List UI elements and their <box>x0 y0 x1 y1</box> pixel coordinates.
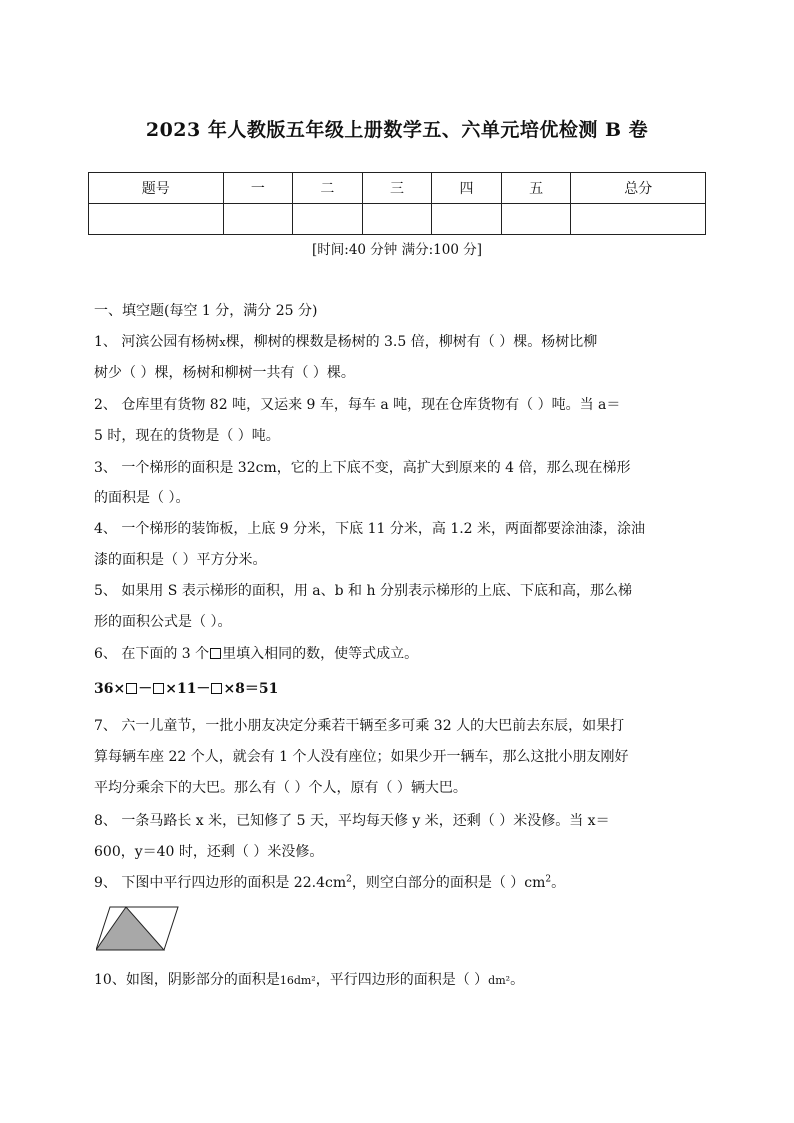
q6-eq-part-1: 36× <box>94 681 126 697</box>
score-header-cell: 五 <box>501 173 571 204</box>
score-value-cell <box>293 204 363 235</box>
blank-square-icon <box>211 683 222 694</box>
q6-eq-part-3: ×11－ <box>165 681 211 697</box>
q10-text-c: 。 <box>510 972 525 988</box>
question-6-line-1 <box>94 643 418 663</box>
question-8-line-1: 8、 一条马路长 x 米，已知修了 5 天，平均每天修 y 米，还剩（ ）米没修。当 x＝ <box>94 813 610 829</box>
score-header-cell: 三 <box>362 173 432 204</box>
score-header-cell: 一 <box>223 173 293 204</box>
q9-text-a: 9、 下图中平行四边形的面积是 22.4cm <box>94 875 347 891</box>
blank-square-icon <box>210 648 221 659</box>
question-1-line-2: 树少（ ）棵，杨树和柳树一共有（ ）棵。 <box>94 365 355 381</box>
q10-unit: dm² <box>488 974 511 987</box>
score-header-cell: 四 <box>432 173 502 204</box>
question-9-line-1 <box>94 872 565 892</box>
score-value-cell <box>501 204 571 235</box>
blank-square-icon <box>153 683 164 694</box>
score-value-cell <box>89 204 224 235</box>
score-value-cell <box>223 204 293 235</box>
question-7-line-3: 平均分乘余下的大巴。那么有（ ）个人，原有（ ）辆大巴。 <box>94 780 467 796</box>
score-header-cell: 题号 <box>89 173 224 204</box>
question-5-line-2: 形的面积公式是（ ）。 <box>94 614 232 630</box>
question-1-line-1 <box>94 331 597 351</box>
q10-text-a: 10、如图，阴影部分的面积是 <box>94 972 280 988</box>
question-6-equation <box>94 678 278 698</box>
q1-text-b: 棵，柳树的棵数是杨树的 3.5 倍，柳树有（ ）棵。杨树比柳 <box>225 334 598 350</box>
q10-text-b: ，平行四边形的面积是（ ） <box>315 972 489 988</box>
q9-superscript-2: 2 <box>545 874 552 885</box>
question-2-line-1: 2、 仓库里有货物 82 吨，又运来 9 车，每车 a 吨，现在仓库货物有（ ）吨。当 a＝ <box>94 397 621 413</box>
question-5-line-1: 5、 如果用 S 表示梯形的面积，用 a、b 和 h 分别表示梯形的上底、下底和高，那么梯 <box>94 583 632 599</box>
score-header-cell: 总分 <box>571 173 706 204</box>
question-2-line-2: 5 时，现在的货物是（ ）吨。 <box>94 428 280 444</box>
time-info: [时间:40 分钟 满分:100 分] <box>312 242 482 258</box>
q10-area: 16dm² <box>279 974 316 987</box>
score-table-value-row <box>89 204 706 235</box>
question-7-line-2: 算每辆车座 22 个人，就会有 1 个人没有座位；如果少开一辆车，那么这批小朋友刚好 <box>94 749 629 765</box>
q9-superscript: 2 <box>346 874 352 885</box>
score-table <box>88 172 706 235</box>
score-header-cell: 二 <box>293 173 363 204</box>
question-4-line-2: 漆的面积是（ ）平方分米。 <box>94 552 267 568</box>
question-10-line-1 <box>94 969 524 989</box>
q6-eq-part-2: － <box>138 681 153 697</box>
score-value-cell <box>571 204 706 235</box>
q1-text-a: 1、 河滨公园有杨树 <box>94 334 220 350</box>
section-heading: 一、填空题(每空 1 分，满分 25 分) <box>94 303 318 319</box>
q6-text-b: 里填入相同的数，使等式成立。 <box>222 646 419 662</box>
q9-text-b: ，则空白部分的面积是（ ）cm <box>351 875 546 891</box>
question-7-line-1: 7、 六一儿童节，一批小朋友决定分乘若干辆至多可乘 32 人的大巴前去东辰，如果打 <box>94 718 625 734</box>
score-value-cell <box>432 204 502 235</box>
q6-text-a: 6、 在下面的 3 个 <box>94 646 210 662</box>
score-table-header-row <box>89 173 706 204</box>
q9-text-c: 。 <box>551 875 566 891</box>
q1-variable: x <box>219 336 226 349</box>
question-3-line-2: 的面积是（ ）。 <box>94 490 190 506</box>
question-4-line-1: 4、 一个梯形的装饰板，上底 9 分米，下底 11 分米，高 1.2 米，两面都要涂油漆，涂油 <box>94 521 646 537</box>
question-8-line-2: 600，y＝40 时，还剩（ ）米没修。 <box>94 844 324 860</box>
question-3-line-1: 3、 一个梯形的面积是 32cm，它的上下底不变，高扩大到原来的 4 倍，那么现在梯形 <box>94 460 631 476</box>
blank-square-icon <box>126 683 137 694</box>
parallelogram-figure <box>96 905 180 953</box>
score-value-cell <box>362 204 432 235</box>
q6-eq-part-4: ×8＝51 <box>223 681 279 697</box>
page-title: 2023 年人教版五年级上册数学五、六单元培优检测 B 卷 <box>145 119 649 141</box>
